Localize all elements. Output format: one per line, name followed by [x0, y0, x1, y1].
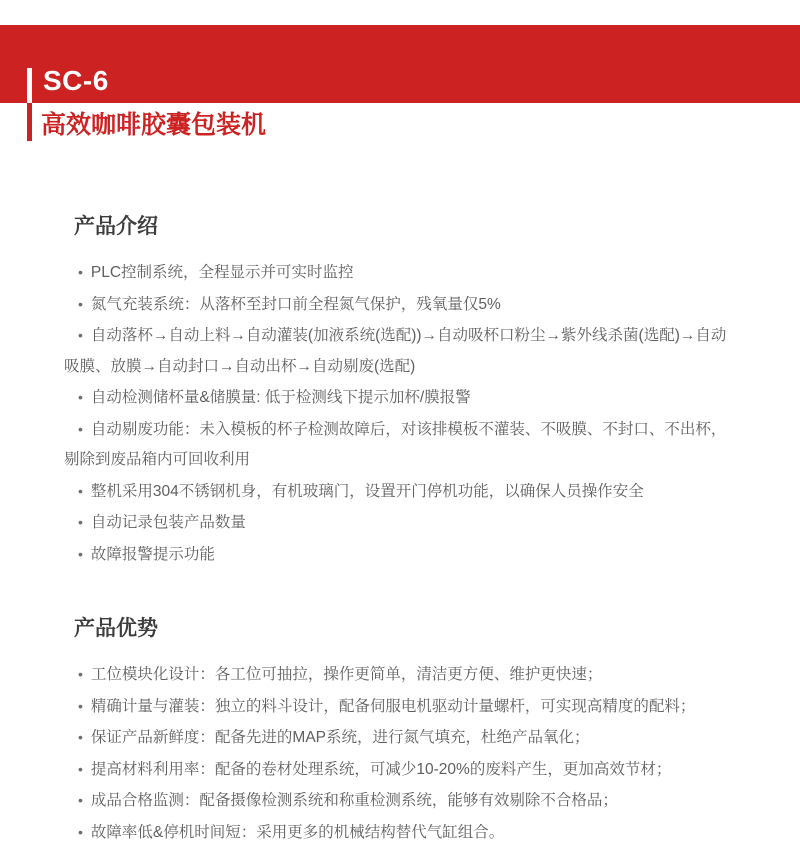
- bullet-icon: •: [78, 792, 83, 808]
- bullet-icon: •: [78, 697, 83, 714]
- list-item: [64, 257, 740, 289]
- list-item-text: 氮气充装系统：从落杯至封口前全程氮气保护，残氧量仅5%: [90, 295, 501, 313]
- bullet-icon: •: [78, 514, 83, 530]
- bullet-icon: •: [78, 389, 83, 405]
- title-accent-bar: [27, 68, 32, 103]
- list-item-text: 整机采用304不锈钢机身，有机玻璃门，设置开门停机功能，以确保人员操作安全: [90, 482, 644, 500]
- list-item-text: 自动检测储杯量&储膜量: 低于检测线下提示加杯/膜报警: [90, 389, 471, 406]
- list-item-text: 故障报警提示功能: [90, 545, 215, 563]
- header-banner: [0, 25, 800, 103]
- list-item: [64, 691, 740, 723]
- list-item: [64, 476, 740, 508]
- bullet-icon: •: [78, 420, 83, 437]
- list-item: [64, 289, 740, 321]
- intro-list: [64, 257, 740, 570]
- bullet-icon: •: [78, 666, 83, 682]
- list-item-text: 提高材料利用率：配备的卷材处理系统，可减少10-20%的废料产生，更加高效节材；: [90, 760, 672, 778]
- list-item-text: 故障率低&停机时间短：采用更多的机械结构替代气缸组合。: [90, 823, 505, 841]
- list-item: [64, 659, 740, 691]
- bullet-icon: •: [78, 760, 83, 777]
- advantages-list: [64, 659, 740, 848]
- bullet-icon: •: [78, 264, 83, 280]
- list-item: [64, 320, 740, 382]
- list-item: [64, 754, 740, 786]
- product-subtitle: 高效咖啡胶囊包装机: [41, 111, 267, 139]
- bullet-icon: •: [78, 295, 83, 312]
- section-heading-advantages: 产品优势: [74, 617, 158, 640]
- list-item-text: 工位模块化设计：各工位可抽拉，操作更简单，清洁更方便、维护更快速；: [90, 666, 603, 683]
- bullet-icon: •: [78, 482, 83, 499]
- list-item: [64, 785, 740, 817]
- bullet-icon: •: [78, 545, 83, 562]
- list-item-text: 保证产品新鲜度：配备先进的MAP系统，进行氮气填充，杜绝产品氧化；: [90, 729, 590, 746]
- list-item-text: 自动落杯→自动上料→自动灌装(加液系统(选配))→自动吸杯口粉尘→紫外线杀菌(选配)→自动吸膜、放膜→自动封口→自动出杯→自动剔废(选配): [64, 327, 727, 375]
- bullet-icon: •: [78, 729, 83, 745]
- bullet-icon: •: [78, 327, 83, 343]
- section-heading-intro: 产品介绍: [74, 215, 158, 238]
- list-item: [64, 414, 740, 476]
- list-item: [64, 382, 740, 414]
- bullet-icon: •: [78, 823, 83, 840]
- list-item-text: PLC控制系统，全程显示并可实时监控: [90, 264, 354, 281]
- list-item: [64, 722, 740, 754]
- list-item-text: 自动剔废功能：未入模板的杯子检测故障后，对该排模板不灌装、不吸膜、不封口、不出杯，剔除到废品箱内可回收利用: [64, 420, 727, 468]
- list-item: [64, 817, 740, 849]
- list-item-text: 精确计量与灌装：独立的料斗设计，配备伺服电机驱动计量螺杆，可实现高精度的配料；: [90, 697, 696, 715]
- subtitle-accent-bar: [27, 103, 32, 141]
- list-item: [64, 507, 740, 539]
- list-item: [64, 539, 740, 571]
- list-item-text: 成品合格监测：配备摄像检测系统和称重检测系统，能够有效剔除不合格品；: [90, 792, 618, 809]
- product-model-title: SC-6: [43, 65, 109, 96]
- list-item-text: 自动记录包装产品数量: [90, 514, 246, 531]
